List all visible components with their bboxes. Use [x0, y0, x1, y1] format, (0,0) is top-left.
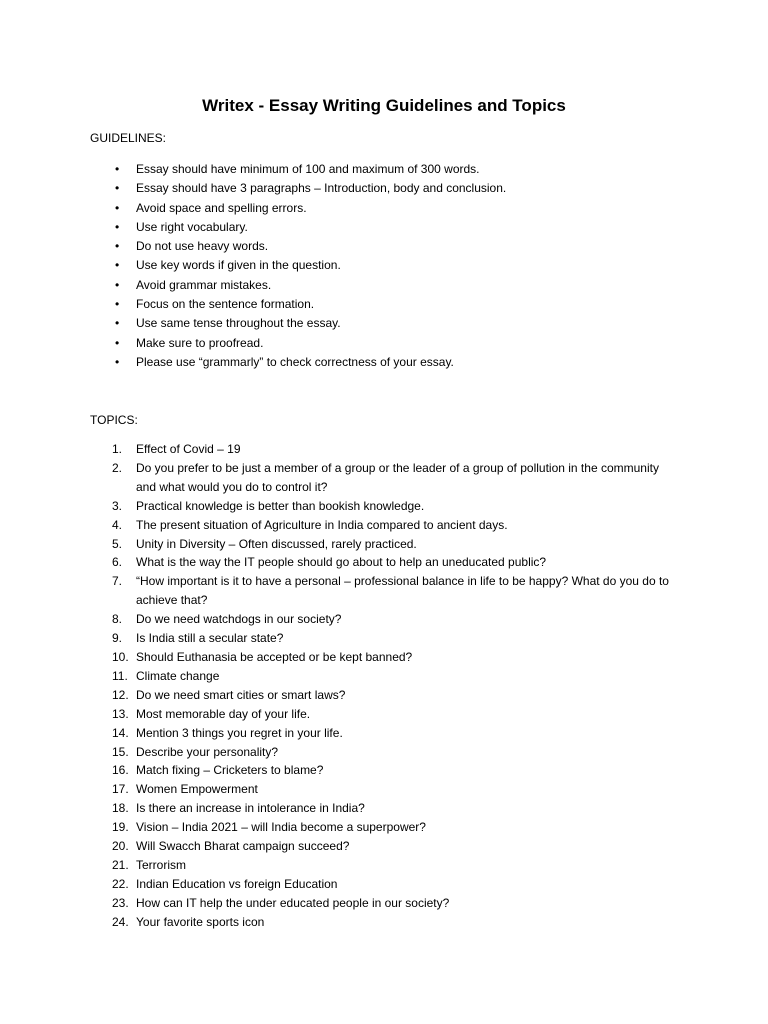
topic-text: Do we need smart cities or smart laws? — [136, 687, 346, 702]
topic-item — [0, 686, 768, 705]
bullet-icon: • — [115, 277, 120, 292]
topic-text: Practical knowledge is better than bookish knowledge. — [136, 498, 425, 513]
guideline-text: Do not use heavy words. — [136, 239, 269, 254]
bullet-icon: • — [115, 297, 120, 312]
topic-item — [0, 705, 768, 724]
topic-text: Effect of Covid – 19 — [136, 442, 241, 456]
topic-number: 23. — [112, 895, 129, 910]
guideline-text: Make sure to proofread. — [136, 335, 264, 350]
topic-number: 10. — [112, 649, 129, 664]
guidelines-heading: GUIDELINES: — [90, 131, 167, 145]
bullet-icon: • — [115, 335, 120, 350]
topic-item — [0, 818, 768, 837]
guideline-text: Use same tense throughout the essay. — [136, 316, 341, 331]
topic-text: Match fixing – Cricketers to blame? — [136, 763, 324, 778]
topic-text: “How important is it to have a personal – professional balance in life to be happy? What do you do to achieve that? — [136, 574, 669, 608]
topic-number: 12. — [112, 687, 129, 702]
bullet-icon: • — [115, 200, 120, 215]
topic-text: Is there an increase in intolerance in India? — [136, 801, 365, 816]
document-title: Writex - Essay Writing Guidelines and Topics — [202, 96, 566, 115]
topic-item — [0, 761, 768, 780]
bullet-icon: • — [115, 181, 120, 196]
topic-text: Terrorism — [136, 857, 186, 872]
topic-number: 17. — [112, 782, 129, 797]
topics-heading: TOPICS: — [90, 413, 138, 427]
topic-number: 16. — [112, 763, 129, 778]
topic-item — [0, 780, 768, 799]
topic-number: 5. — [112, 536, 123, 551]
topic-number: 1. — [112, 442, 123, 456]
bullet-icon: • — [115, 316, 120, 331]
topic-text: What is the way the IT people should go about to help an uneducated public? — [136, 555, 547, 570]
topic-number: 7. — [112, 574, 123, 589]
topic-item — [0, 459, 768, 497]
topic-item — [0, 837, 768, 856]
guideline-text: Essay should have 3 paragraphs – Introduction, body and conclusion. — [136, 181, 507, 196]
topic-item — [0, 553, 768, 572]
topic-item — [0, 667, 768, 686]
bullet-icon: • — [115, 239, 120, 254]
guideline-text: Focus on the sentence formation. — [136, 297, 315, 312]
topic-number: 24. — [112, 914, 129, 929]
topic-item — [0, 516, 768, 535]
topic-number: 18. — [112, 801, 129, 816]
topic-item — [0, 497, 768, 516]
bullet-icon: • — [115, 354, 120, 369]
bullet-icon: • — [115, 219, 120, 234]
topic-text: How can IT help the under educated people in our society? — [136, 895, 450, 910]
topic-number: 2. — [112, 460, 123, 475]
topic-text: Is India still a secular state? — [136, 631, 284, 646]
topic-text: Your favorite sports icon — [136, 914, 265, 929]
topic-number: 15. — [112, 744, 129, 759]
topic-text: Vision – India 2021 – will India become a superpower? — [136, 820, 426, 835]
topic-item — [0, 875, 768, 894]
guideline-text: Please use “grammarly” to check correctness of your essay. — [136, 354, 454, 369]
guideline-text: Use key words if given in the question. — [136, 258, 341, 273]
topic-item — [0, 743, 768, 762]
topic-number: 3. — [112, 498, 123, 513]
topic-item — [0, 913, 768, 932]
topic-item — [0, 648, 768, 667]
topics-list — [0, 440, 768, 932]
topic-number: 13. — [112, 706, 129, 721]
guideline-text: Essay should have minimum of 100 and maximum of 300 words. — [136, 162, 480, 176]
topic-item — [0, 572, 768, 610]
topic-text: Describe your personality? — [136, 744, 279, 759]
bullet-icon: • — [115, 162, 120, 176]
topic-text: Do you prefer to be just a member of a group or the leader of a group of pollution in the community and what would you do to control it? — [136, 460, 659, 494]
topic-text: Women Empowerment — [136, 782, 258, 797]
topic-text: Mention 3 things you regret in your life. — [136, 725, 343, 740]
topic-number: 20. — [112, 839, 129, 854]
topic-item — [0, 724, 768, 743]
topic-text: Unity in Diversity – Often discussed, rarely practiced. — [136, 536, 417, 551]
guideline-text: Avoid grammar mistakes. — [136, 277, 272, 292]
topic-item — [0, 799, 768, 818]
topic-number: 8. — [112, 612, 123, 627]
topic-number: 22. — [112, 876, 129, 891]
topic-number: 19. — [112, 820, 129, 835]
topic-number: 11. — [112, 668, 128, 683]
topic-text: The present situation of Agriculture in India compared to ancient days. — [136, 517, 508, 532]
topic-number: 14. — [112, 725, 129, 740]
topic-item — [0, 440, 768, 459]
topic-item — [0, 894, 768, 913]
topic-item — [0, 856, 768, 875]
topic-number: 21. — [112, 857, 129, 872]
topic-text: Most memorable day of your life. — [136, 706, 311, 721]
topic-item — [0, 629, 768, 648]
topic-number: 6. — [112, 555, 123, 570]
topic-text: Indian Education vs foreign Education — [136, 876, 338, 891]
guideline-text: Avoid space and spelling errors. — [136, 200, 307, 215]
topic-text: Do we need watchdogs in our society? — [136, 612, 342, 627]
topic-text: Should Euthanasia be accepted or be kept banned? — [136, 649, 413, 664]
topic-text: Climate change — [136, 668, 220, 683]
guideline-text: Use right vocabulary. — [136, 219, 248, 234]
topic-text: Will Swacch Bharat campaign succeed? — [136, 839, 350, 854]
topic-number: 9. — [112, 631, 123, 646]
topic-item — [0, 535, 768, 554]
topic-item — [0, 610, 768, 629]
bullet-icon: • — [115, 258, 120, 273]
topic-number: 4. — [112, 517, 123, 532]
